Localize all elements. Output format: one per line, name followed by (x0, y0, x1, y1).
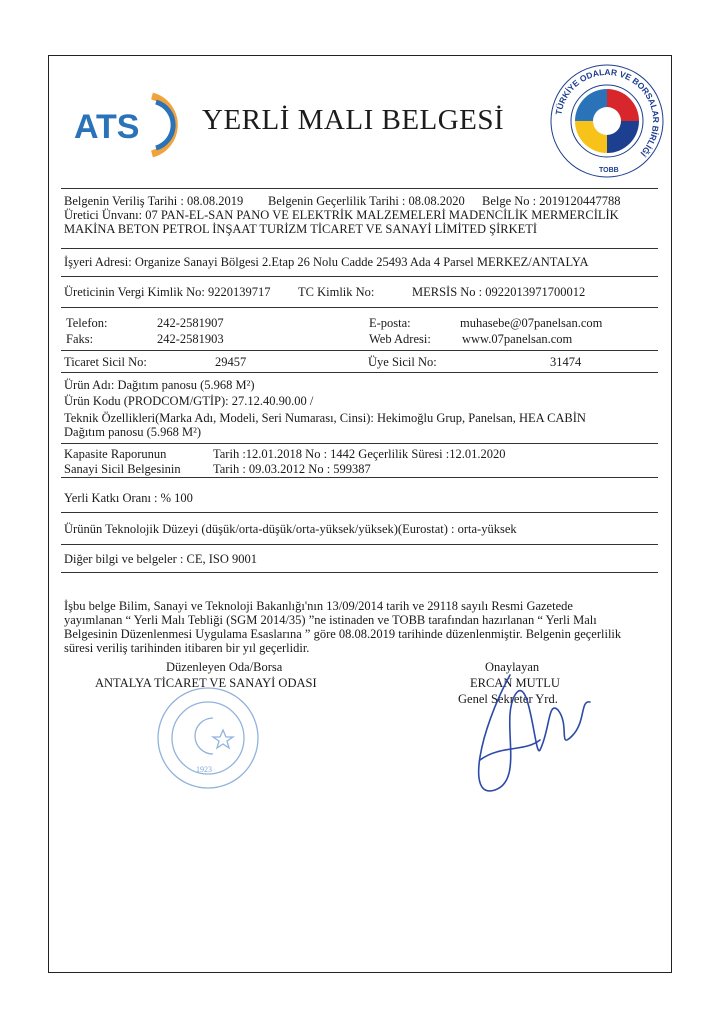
issuer-name: ANTALYA TİCARET VE SANAYİ ODASI (95, 676, 317, 690)
capacity-report-detail: Tarih :12.01.2018 No : 1442 Geçerlilik Süresi :12.01.2020 (213, 447, 506, 461)
web-label: Web Adresi: (369, 332, 431, 346)
chamber-stamp (143, 680, 273, 790)
member-registry-label: Üye Sicil No: (368, 355, 437, 369)
product-code: Ürün Kodu (PRODCOM/GTİP): 27.12.40.90.00 / (64, 394, 314, 408)
divider (61, 443, 658, 444)
divider (61, 572, 658, 573)
web-value: www.07panelsan.com (462, 332, 573, 346)
trade-registry-label: Ticaret Sicil No: (64, 355, 147, 369)
divider (61, 307, 658, 308)
issuer-label: Düzenleyen Oda/Borsa (166, 660, 283, 674)
ats-logo-text: ATS (74, 108, 140, 146)
email-label: E-posta: (369, 316, 411, 330)
divider (61, 512, 658, 513)
declaration-line1: İşbu belge Bilim, Sanayi ve Teknoloji Bakanlığı'nın 13/09/2014 tarih ve 29118 sayılı Resmi Gazetede (64, 599, 573, 613)
approver-name: ERCAN MUTLU (470, 676, 560, 690)
industry-registry-label: Sanayi Sicil Belgesinin (64, 462, 181, 476)
divider (61, 372, 658, 373)
declaration-line3: Belgesinin Düzenlenmesi Uygulama Esaslarına ” göre 08.08.2019 tarihinde düzenlenmiştir. Belgenin geçerlilik (64, 627, 622, 641)
industry-registry-detail: Tarih : 09.03.2012 No : 599387 (213, 462, 371, 476)
technology-level: Ürünün Teknolojik Düzeyi (düşük/orta-düşük/orta-yüksek/yüksek)(Eurostat) : orta-yüksek (64, 522, 517, 536)
trade-registry-value: 29457 (215, 355, 247, 369)
capacity-report-label: Kapasite Raporunun (64, 447, 167, 461)
mersis-number: MERSİS No : 0922013971700012 (412, 285, 586, 299)
issue-date: Belgenin Veriliş Tarihi : 08.08.2019 (64, 194, 244, 208)
tobb-label: TOBB (599, 167, 619, 174)
divider (61, 544, 658, 545)
technical-specs-line1: Teknik Özellikleri(Marka Adı, Modeli, Seri Numarası, Cinsi): Hekimoğlu Grup, Panelsan, HEA CABİN (64, 411, 586, 425)
approver-title: Genel Sekreter Yrd. (458, 692, 558, 706)
divider (61, 350, 658, 351)
valid-date: Belgenin Geçerlilik Tarihi : 08.08.2020 (268, 194, 465, 208)
divider (61, 276, 658, 277)
product-name: Ürün Adı: Dağıtım panosu (5.968 M²) (64, 378, 255, 392)
local-contribution-ratio: Yerli Katkı Oranı : % 100 (64, 491, 193, 505)
other-documents: Diğer bilgi ve belgeler : CE, ISO 9001 (64, 552, 258, 566)
technical-specs-line2: Dağıtım panosu (5.968 M²) (64, 425, 202, 439)
divider (61, 477, 658, 478)
producer-title-line2: MAKİNA BETON PETROL İNŞAAT TURİZM TİCARET VE SANAYİ LİMİTED ŞİRKETİ (64, 222, 538, 236)
document-number: Belge No : 2019120447788 (482, 194, 621, 208)
declaration-line2: yayımlanan “ Yerli Malı Tebliği (SGM 2014/35) ”ne istinaden ve TOBB tarafından hazırlanan “ Yerli Malı (64, 613, 597, 627)
page-title: YERLİ MALI BELGESİ (202, 104, 505, 136)
tobb-logo (548, 62, 666, 180)
ats-logo (72, 90, 184, 160)
producer-title-line1: Üretici Ünvanı: 07 PAN-EL-SAN PANO VE ELEKTRİK MALZEMELERİ MADENCİLİK MERMERCİLİK (64, 208, 619, 222)
divider (61, 248, 658, 249)
stamp-year: 1923 (196, 765, 212, 774)
divider (61, 188, 658, 189)
tc-number: TC Kimlik No: (298, 285, 375, 299)
member-registry-value: 31474 (550, 355, 582, 369)
fax-label: Faks: (66, 332, 94, 346)
workplace-address: İşyeri Adresi: Organize Sanayi Bölgesi 2.Etap 26 Nolu Cadde 25493 Ada 4 Parsel MERKEZ/ANTALYA (64, 255, 589, 269)
phone-value: 242-2581907 (157, 316, 224, 330)
tax-number: Üreticinin Vergi Kimlik No: 9220139717 (64, 285, 271, 299)
certificate-border (48, 55, 672, 973)
tobb-ring-text: TÜRKİYE ODALAR VE BORSALAR BİRLİĞİ (553, 66, 662, 159)
fax-value: 242-2581903 (157, 332, 224, 346)
declaration-line4: süresi veriliş tarihinden itibaren bir yıl geçerlidir. (64, 641, 310, 655)
handwritten-signature (440, 640, 610, 810)
approver-label: Onaylayan (485, 660, 540, 674)
email-value: muhasebe@07panelsan.com (460, 316, 603, 330)
phone-label: Telefon: (66, 316, 108, 330)
